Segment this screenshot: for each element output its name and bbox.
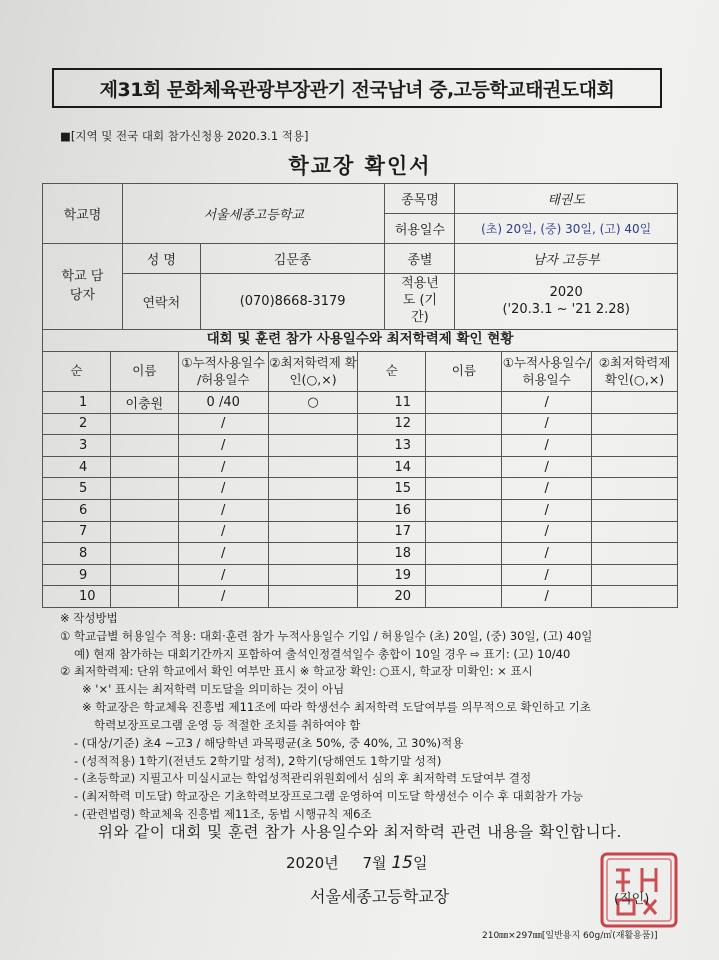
row-check-right xyxy=(592,435,678,457)
row-days-right: / xyxy=(502,499,592,521)
division-value: 남자 고등부 xyxy=(455,244,678,274)
row-name-right xyxy=(426,413,502,435)
row-days: / xyxy=(178,586,268,608)
row-no: 5 xyxy=(43,478,111,500)
table-row xyxy=(43,564,678,586)
division-label: 종별 xyxy=(385,244,455,274)
days-value: (초) 20일, (중) 30일, (고) 40일 xyxy=(455,214,678,244)
note-line: ※ 작성방법 xyxy=(60,611,118,625)
table-row xyxy=(43,543,678,565)
note-line: ① 학교급별 허용일수 적용: 대회·훈련 참가 누적사용일수 기입 / 허용일수 (초) 20일, (중) 30일, (고) 40일 xyxy=(60,628,593,643)
year-value: 2020 xyxy=(549,284,583,300)
row-check xyxy=(268,499,358,521)
date-day-suffix: 일 xyxy=(412,854,428,872)
col-check-right: ②최저학력제 확인(○,×) xyxy=(592,352,678,392)
row-name xyxy=(110,456,178,478)
note-line: - (성적적용) 1학기(전년도 2학기말 성적), 2학기(당해연도 1학기말 성적) xyxy=(74,753,442,768)
table-row xyxy=(43,435,678,457)
table-row xyxy=(43,478,678,500)
row-name xyxy=(110,413,178,435)
row-days-right: / xyxy=(502,586,592,608)
row-check xyxy=(268,456,358,478)
school-value: 서울세종고등학교 xyxy=(122,184,385,244)
row-days-right: / xyxy=(502,413,592,435)
contact-label: 연락처 xyxy=(122,274,200,330)
row-name xyxy=(110,543,178,565)
issue-date xyxy=(286,852,427,873)
table-row xyxy=(43,392,678,414)
row-check-right xyxy=(592,499,678,521)
row-name-right xyxy=(426,543,502,565)
row-no-right: 16 xyxy=(358,499,426,521)
school-label: 학교명 xyxy=(43,184,123,244)
row-name-right xyxy=(426,499,502,521)
days-label: 허용일수 xyxy=(385,214,455,244)
period-value: ('20.3.1 ~ '21 2.28) xyxy=(502,302,630,318)
name-value: 김문종 xyxy=(200,244,385,274)
row-name-right xyxy=(426,564,502,586)
row-name xyxy=(110,564,178,586)
row-name-right xyxy=(426,478,502,500)
usage-table-body xyxy=(43,392,678,608)
table-row xyxy=(43,456,678,478)
row-days: / xyxy=(178,413,268,435)
col-check: ②최저학력제 확인(○,×) xyxy=(268,352,358,392)
contact-value: (070)8668-3179 xyxy=(200,274,385,330)
row-no: 2 xyxy=(43,413,111,435)
date-month: 7월 xyxy=(362,854,387,872)
sport-label: 종목명 xyxy=(385,184,455,214)
row-name xyxy=(110,435,178,457)
row-days: / xyxy=(178,435,268,457)
row-check xyxy=(268,435,358,457)
row-name-right xyxy=(426,586,502,608)
row-no-right: 18 xyxy=(358,543,426,565)
note-line: - (초등학교) 지필고사 미실시교는 학업성적관리위원회에서 심의 후 최저학력 도달여부 결정 xyxy=(74,771,532,786)
row-name-right xyxy=(426,456,502,478)
note-line: 학력보장프로그램 운영 등 적절한 조치를 취하여야 함 xyxy=(94,717,361,732)
col-days-right: ①누적사용일수/ 허용일수 xyxy=(502,352,592,392)
row-no-right: 20 xyxy=(358,586,426,608)
row-check: ○ xyxy=(268,392,358,414)
document-title: 학교장 확인서 xyxy=(288,154,432,178)
note-line: ② 최저학력제: 단위 학교에서 확인 여부만 표시 ※ 학교장 확인: ○표시, 학교장 미확인: × 표시 xyxy=(60,664,533,679)
row-no: 1 xyxy=(43,392,111,414)
manager-label: 학교 담당자 xyxy=(43,244,123,330)
row-no: 4 xyxy=(43,456,111,478)
row-check-right xyxy=(592,586,678,608)
row-check-right xyxy=(592,564,678,586)
confirm-statement: 위와 같이 대회 및 훈련 참가 사용일수와 최저학력 관련 내용을 확인합니다. xyxy=(98,823,622,841)
row-no-right: 13 xyxy=(358,435,426,457)
col-no-right: 순 xyxy=(358,352,426,392)
table-row xyxy=(43,521,678,543)
name-label: 성 명 xyxy=(122,244,200,274)
sport-value: 태권도 xyxy=(455,184,678,214)
date-day: 15 xyxy=(391,853,413,873)
row-name xyxy=(110,586,178,608)
row-days: / xyxy=(178,456,268,478)
usage-table-header xyxy=(43,352,678,392)
note-line: - (최저학력 미도달) 학교장은 기초학력보장프로그램 운영하여 미도달 학생선수 이수 후 대회참가 가능 xyxy=(74,789,583,804)
row-days-right: / xyxy=(502,392,592,414)
table-row xyxy=(43,499,678,521)
row-check-right xyxy=(592,456,678,478)
row-check xyxy=(268,521,358,543)
table-row xyxy=(43,413,678,435)
table-row xyxy=(43,586,678,608)
col-days: ①누적사용일수 /허용일수 xyxy=(178,352,268,392)
row-check xyxy=(268,586,358,608)
row-days-right: / xyxy=(502,564,592,586)
year-cell xyxy=(455,274,678,330)
col-name: 이름 xyxy=(110,352,178,392)
row-days: 0 /40 xyxy=(178,392,268,414)
note-line: ※ 학교장은 학교체육 진흥법 제11조에 따라 학생선수 최저학력 도달여부를 의무적으로 확인하고 기초 xyxy=(82,700,591,715)
row-check-right xyxy=(592,478,678,500)
note-line: - (관련법령) 학교체육 진흥법 제11조, 동법 시행규칙 제6조 xyxy=(74,806,372,821)
row-name xyxy=(110,499,178,521)
row-check xyxy=(268,564,358,586)
col-no: 순 xyxy=(43,352,111,392)
info-table xyxy=(42,183,678,330)
row-days-right: / xyxy=(502,478,592,500)
note-line: - (대상/기준) 초4 ~고3 / 해당학년 과목평균(초 50%, 중 40%, 고 30%)적용 xyxy=(74,735,464,750)
row-no: 7 xyxy=(43,521,111,543)
row-name-right xyxy=(426,521,502,543)
row-days-right: / xyxy=(502,456,592,478)
row-no-right: 15 xyxy=(358,478,426,500)
sub-note: ■[지역 및 전국 대회 참가신청용 2020.3.1 적용] xyxy=(60,129,309,143)
principal-name: 서울세종고등학교장 xyxy=(310,887,450,906)
note-line: 예) 현재 참가하는 대회기간까지 포함하여 출석인정결석일수 총합이 10일 경우 ⇨ 표기: (고) 10/40 xyxy=(74,646,571,661)
row-no-right: 19 xyxy=(358,564,426,586)
row-check-right xyxy=(592,413,678,435)
row-name: 이충원 xyxy=(110,392,178,414)
row-no: 6 xyxy=(43,499,111,521)
row-no: 8 xyxy=(43,543,111,565)
row-days: / xyxy=(178,478,268,500)
row-name xyxy=(110,478,178,500)
section-title: 대회 및 훈련 참가 사용일수와 최저학력제 확인 현황 xyxy=(42,322,678,352)
row-days: / xyxy=(178,564,268,586)
row-days-right: / xyxy=(502,521,592,543)
year-label: 적용년도 (기간) xyxy=(385,274,455,330)
note-line: ※ '×' 표시는 최저학력 미도달을 의미하는 것이 아님 xyxy=(82,682,345,697)
row-check xyxy=(268,543,358,565)
row-check-right xyxy=(592,543,678,565)
row-days-right: / xyxy=(502,543,592,565)
col-name-right: 이름 xyxy=(426,352,502,392)
row-days-right: / xyxy=(502,435,592,457)
row-name-right xyxy=(426,435,502,457)
date-year: 2020년 xyxy=(286,854,339,872)
row-no-right: 17 xyxy=(358,521,426,543)
row-days: / xyxy=(178,543,268,565)
paper-spec-footer: 210㎜×297㎜[일반용지 60g/㎡(재활용품)] xyxy=(482,931,658,941)
row-no: 9 xyxy=(43,564,111,586)
row-no-right: 12 xyxy=(358,413,426,435)
usage-table xyxy=(42,351,678,608)
row-name-right xyxy=(426,392,502,414)
row-name xyxy=(110,521,178,543)
seal-mark: (직인) xyxy=(614,892,650,907)
row-no-right: 11 xyxy=(358,392,426,414)
row-check-right xyxy=(592,392,678,414)
row-no: 3 xyxy=(43,435,111,457)
row-no-right: 14 xyxy=(358,456,426,478)
row-days: / xyxy=(178,521,268,543)
notes xyxy=(60,610,680,824)
event-title: 제31회 문화체육관광부장관기 전국남녀 중,고등학교태권도대회 xyxy=(52,68,662,108)
row-no: 10 xyxy=(43,586,111,608)
row-check-right xyxy=(592,521,678,543)
row-check xyxy=(268,413,358,435)
row-check xyxy=(268,478,358,500)
row-days: / xyxy=(178,499,268,521)
